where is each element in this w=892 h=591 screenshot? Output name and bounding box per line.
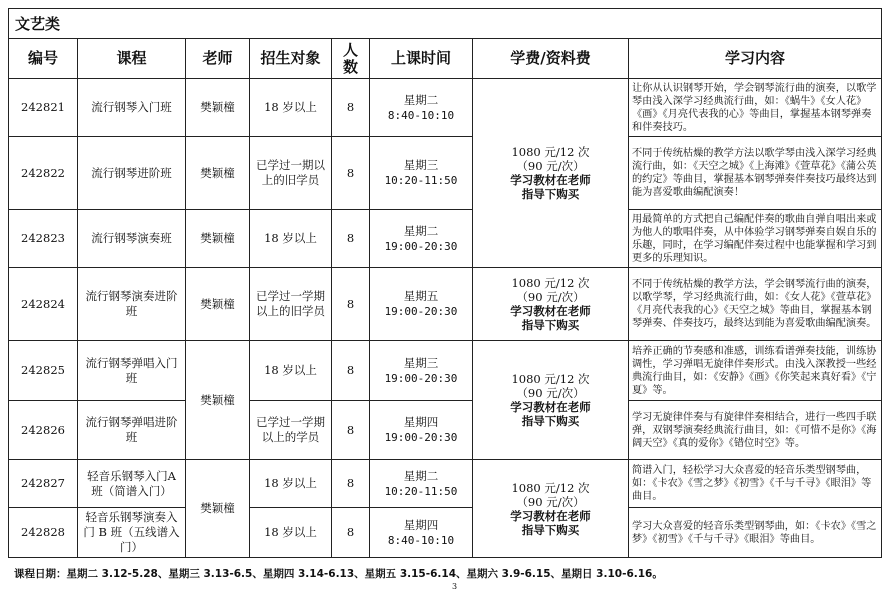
- course-name: 流行钢琴弹唱进阶班: [78, 401, 186, 460]
- course-name: 轻音乐钢琴演奏入门 B 班（五线谱入门）: [78, 508, 186, 558]
- course-name: 轻音乐钢琴入门A 班（简谱入门）: [78, 460, 186, 508]
- schedule: [370, 401, 473, 460]
- teacher: 樊颖橦: [186, 268, 250, 341]
- course-id: 242821: [9, 79, 78, 137]
- course-id: 242827: [9, 460, 78, 508]
- table-row: [9, 79, 882, 137]
- course-name: 流行钢琴入门班: [78, 79, 186, 137]
- target: 18 岁以上: [250, 210, 332, 268]
- count: 8: [332, 79, 370, 137]
- fee-note-1: 学习教材在老师: [510, 173, 591, 187]
- target: 已学过一期以上的旧学员: [250, 137, 332, 210]
- schedule: [370, 508, 473, 558]
- content: 让你从认识钢琴开始，学会钢琴流行曲的演奏，以歌学琴由浅入深学习经典流行曲，如：《蜗牛》《女人花》《画》《月亮代表我的心》等曲目，掌握基本钢琴弹奏和伴奏技巧。: [629, 79, 882, 137]
- fee-note-2: 指导下购买: [521, 187, 580, 201]
- course-sheet: [8, 8, 881, 558]
- schedule-time: 8:40-10:10: [387, 533, 455, 547]
- teacher: 樊颖橦: [186, 210, 250, 268]
- fee-amount: 1080 元/12 次: [511, 372, 590, 386]
- schedule-time: 19:00-20:30: [384, 371, 458, 385]
- course-name: 流行钢琴演奏进阶班: [78, 268, 186, 341]
- teacher: 樊颖橦: [186, 460, 250, 558]
- fee-amount: 1080 元/12 次: [511, 276, 590, 290]
- table-row: [9, 268, 882, 341]
- count: 8: [332, 210, 370, 268]
- fee-note-2: 指导下购买: [521, 318, 580, 332]
- schedule: [370, 137, 473, 210]
- count: 8: [332, 460, 370, 508]
- table-row: [9, 137, 882, 210]
- teacher: 樊颖橦: [186, 79, 250, 137]
- schedule-day: 星期二: [403, 223, 439, 238]
- course-id: 242824: [9, 268, 78, 341]
- fee-cell: [473, 341, 629, 460]
- schedule: [370, 268, 473, 341]
- content: 不同于传统枯燥的教学方法，学会钢琴流行曲的演奏，以歌学琴，学习经典流行曲，如：《女人花》《萱草花》《月亮代表我的心》《天空之城》等曲目，掌握基本钢琴弹奏、伴奏技巧，最终达到能为喜爱歌曲编配演奏。: [629, 268, 882, 341]
- schedule-day: 星期二: [403, 468, 439, 483]
- schedule-day: 星期三: [403, 158, 439, 172]
- table-row: [9, 341, 882, 401]
- header-id: 编号: [9, 39, 78, 79]
- header-row: [9, 39, 882, 79]
- schedule: [370, 460, 473, 508]
- target: 18 岁以上: [250, 341, 332, 401]
- fee-cell: [473, 460, 629, 558]
- target: 已学过一学期以上的学员: [250, 401, 332, 460]
- content: 培养正确的节奏感和准感，训练看谱弹奏技能，训练协调性，学习弹唱无旋律伴奏形式。由浅入深教授一些经典流行曲目，如：《安静》《画》《你笑起来真好看》《宁夏》等。: [629, 341, 882, 401]
- schedule-time: 10:20-11:50: [384, 484, 458, 498]
- content: 学习无旋律伴奏与有旋律伴奏相结合，进行一些四手联弹，双钢琴演奏经典流行曲目，如：《可惜不是你》《海阔天空》《真的爱你》《错位时空》等。: [629, 401, 882, 460]
- target: 18 岁以上: [250, 79, 332, 137]
- schedule-day: 星期二: [403, 92, 439, 107]
- content: 不同于传统枯燥的教学方法以歌学琴由浅入深学习经典流行曲，如：《天空之城》《上海滩》《萱草花》《蒲公英的约定》等曲目，掌握基本钢琴弹奏伴奏技巧最终达到能为喜爱歌曲编配演奏！: [629, 137, 882, 210]
- schedule: [370, 341, 473, 401]
- page-number: 3: [452, 582, 458, 591]
- course-name: 流行钢琴弹唱入门班: [78, 341, 186, 401]
- schedule-time: 19:00-20:30: [384, 431, 458, 444]
- table-row: [9, 460, 882, 508]
- schedule-time: 8:40-10:10: [387, 108, 455, 122]
- course-id: 242826: [9, 401, 78, 460]
- course-id: 242823: [9, 210, 78, 268]
- count: 8: [332, 341, 370, 401]
- fee-material: （90 元/次）: [516, 494, 585, 509]
- course-id: 242822: [9, 137, 78, 210]
- fee-note-1: 学习教材在老师: [510, 304, 591, 318]
- teacher: 樊颖橦: [186, 137, 250, 210]
- fee-cell: [473, 79, 629, 268]
- header-count: 人数: [332, 39, 370, 79]
- course-id: 242825: [9, 341, 78, 401]
- content: 简谱入门，轻松学习大众喜爱的轻音乐类型钢琴曲，如：《卡农》《雪之梦》《初雪》《千与千寻》《眼泪》等曲目。: [629, 460, 882, 508]
- header-time: 上课时间: [370, 39, 473, 79]
- course-table: [8, 8, 882, 558]
- fee-material: （90 元/次）: [516, 386, 585, 400]
- section-title: 文艺类: [9, 9, 882, 39]
- target: 18 岁以上: [250, 508, 332, 558]
- fee-amount: 1080 元/12 次: [511, 145, 590, 159]
- header-target: 招生对象: [250, 39, 332, 79]
- header-content: 学习内容: [629, 39, 882, 79]
- header-teacher: 老师: [186, 39, 250, 79]
- count: 8: [332, 508, 370, 558]
- schedule: [370, 210, 473, 268]
- course-name: 流行钢琴进阶班: [78, 137, 186, 210]
- count: 8: [332, 401, 370, 460]
- course-dates-footer: 课程日期：星期二 3.12-5.28、星期三 3.13-6.5、星期四 3.14-6.13、星期五 3.15-6.14、星期六 3.9-6.15、星期日 3.10-6.16。: [14, 568, 663, 580]
- header-course: 课程: [78, 39, 186, 79]
- content: 用最简单的方式把自己编配伴奏的歌曲自弹自唱出来或为他人的歌唱伴奏，从中体验学习钢琴弹奏自娱自乐的乐趣，同时，在学习编配伴奏过程中也能掌握和学习到更多的乐理知识。: [629, 210, 882, 268]
- count: 8: [332, 137, 370, 210]
- schedule: [370, 79, 473, 137]
- schedule-time: 19:00-20:30: [384, 239, 458, 253]
- target: 18 岁以上: [250, 460, 332, 508]
- schedule-day: 星期四: [403, 517, 439, 532]
- schedule-time: 19:00-20:30: [384, 305, 458, 318]
- section-row: [9, 9, 882, 39]
- course-id: 242828: [9, 508, 78, 558]
- fee-note-2: 指导下购买: [521, 522, 580, 537]
- fee-material: （90 元/次）: [516, 159, 585, 173]
- course-name: 流行钢琴演奏班: [78, 210, 186, 268]
- teacher: 樊颖橦: [186, 341, 250, 460]
- content: 学习大众喜爱的轻音乐类型钢琴曲，如：《卡农》《雪之梦》《初雪》《千与千寻》《眼泪》等曲目。: [629, 508, 882, 558]
- fee-note-1: 学习教材在老师: [510, 400, 591, 414]
- table-row: [9, 401, 882, 460]
- fee-amount: 1080 元/12 次: [511, 480, 590, 495]
- fee-note-1: 学习教材在老师: [510, 508, 591, 523]
- fee-cell: [473, 268, 629, 341]
- table-row: [9, 210, 882, 268]
- fee-material: （90 元/次）: [516, 290, 585, 304]
- schedule-day: 星期四: [403, 415, 439, 429]
- header-fee: 学费/资料费: [473, 39, 629, 79]
- schedule-day: 星期五: [403, 289, 439, 303]
- count: 8: [332, 268, 370, 341]
- table-row: [9, 508, 882, 558]
- schedule-time: 10:20-11:50: [384, 174, 458, 187]
- target: 已学过一学期以上的旧学员: [250, 268, 332, 341]
- fee-note-2: 指导下购买: [521, 414, 580, 428]
- schedule-day: 星期三: [403, 355, 439, 370]
